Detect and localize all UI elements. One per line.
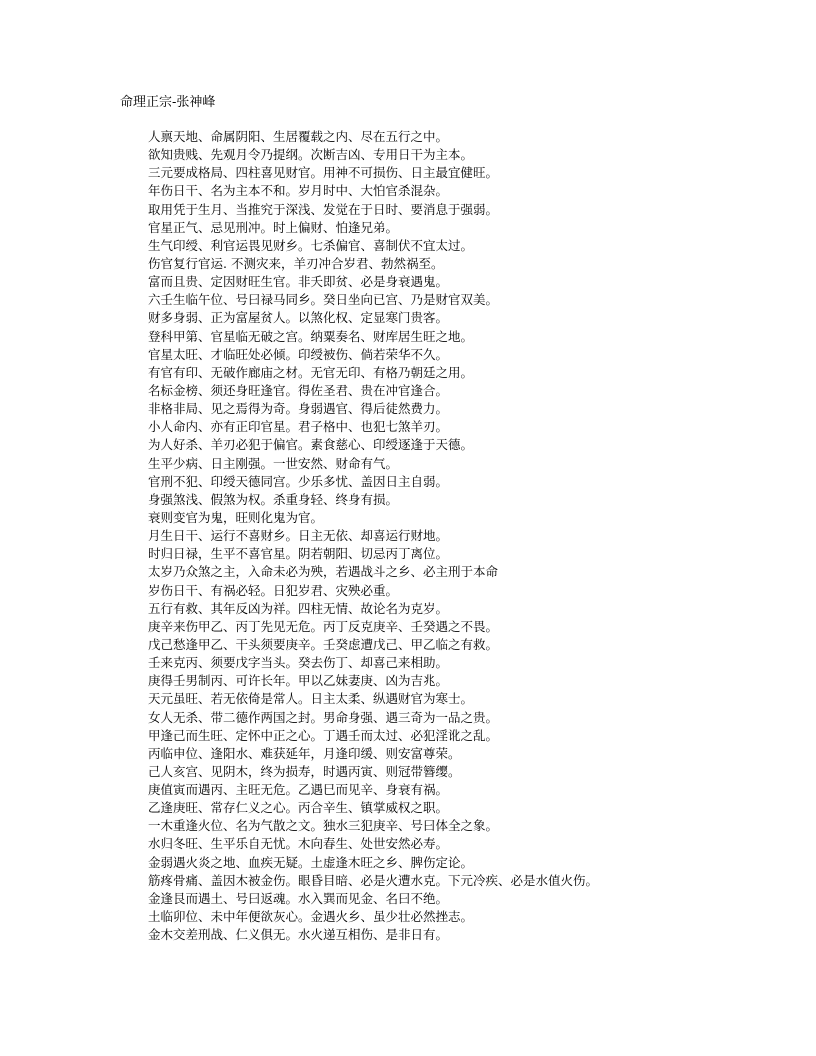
text-line: 人禀天地、命属阴阳、生居覆载之内、尽在五行之中。	[148, 129, 449, 144]
text-line: 金木交差刑战、仁义俱无。水火递互相伤、是非日有。	[148, 927, 449, 943]
text-line: 一木重逢火位、名为气散之文。独水三犯庚辛、号曰体全之象。	[148, 818, 499, 834]
text-line: 金弱遇火炎之地、血疾无疑。土虚逢木旺之乡、脾伤定论。	[148, 854, 474, 870]
text-line: 筋疼骨痛、盖因木被金伤。眼昏目暗、必是火遭水克。下元冷疾、必是水值火伤。	[148, 872, 599, 888]
text-line: 五行有救、其年反凶为祥。四柱无情、故论名为克岁。	[148, 600, 449, 616]
text-line: 身强煞浅、假煞为权。杀重身轻、终身有损。	[148, 491, 399, 507]
text-line: 取用凭于生月、当推究于深浅、发觉在于日时、要消息于强弱。	[148, 201, 499, 217]
text-line: 欲知贵贱、先观月令乃提纲。次断吉凶、专用日干为主本。	[148, 147, 474, 163]
text-line: 女人无杀、带二德作两国之封。男命身强、遇三奇为一品之贵。	[148, 709, 499, 725]
text-line: 官星太旺、才临旺处必倾。印绶被伤、倘若荣华不久。	[148, 346, 449, 362]
text-line: 登科甲第、官星临无破之宫。纳粟奏名、财库居生旺之地。	[148, 328, 474, 344]
text-line: 庚值寅而遇丙、主旺无危。乙遇巳而见辛、身衰有祸。	[148, 782, 449, 798]
text-line: 金逢艮而遇土、号曰返魂。水入巽而见金、名曰不绝。	[148, 890, 449, 906]
text-line: 官刑不犯、印绶天德同宫。少乐多忧、盖因日主自弱。	[148, 473, 449, 489]
text-line: 官星正气、忌见刑冲。时上偏财、怕逢兄弟。	[148, 219, 399, 235]
text-line: 土临卯位、未中年便欲灰心。金遇火乡、虽少壮必然挫志。	[148, 909, 474, 925]
text-line: 乙逢庚旺、常存仁义之心。丙合辛生、镇掌威权之职。	[148, 800, 449, 816]
text-line: 戊己愁逢甲乙、干头须要庚辛。壬癸虑遭戊己、甲乙临之有救。	[148, 636, 499, 652]
text-line: 生平少病、日主刚强。一世安然、财命有气。	[148, 455, 399, 471]
text-line: 丙临申位、逢阳水、难获延年，月逢印缓、则安富尊荣。	[148, 745, 461, 761]
text-line: 富而且贵、定因财旺生官。非夭即贫、必是身衰遇鬼。	[148, 274, 449, 290]
text-line: 月生日干、运行不喜财乡。日主无依、却喜运行财地。	[148, 528, 449, 544]
text-line: 名标金榜、须还身旺逢官。得佐圣君、贵在冲官逢合。	[148, 382, 449, 398]
text-line: 生气印绶、利官运畏见财乡。七杀偏官、喜制伏不宜太过。	[148, 237, 474, 253]
text-line: 小人命内、亦有正印官星。君子格中、也犯七煞羊刃。	[148, 419, 449, 435]
text-line: 非格非局、见之焉得为奇。身弱遇官、得后徒然费力。	[148, 401, 449, 417]
text-line: 年伤日干、名为主本不和。岁月时中、大怕官杀混杂。	[148, 183, 449, 199]
text-line: 天元虽旺、若无依倚是常人。日主太柔、纵遇财官为寒士。	[148, 691, 474, 707]
text-line: 财多身弱、正为富屋贫人。以煞化权、定显寒门贵客。	[148, 310, 449, 326]
text-line: 岁伤日干、有祸必轻。日犯岁君、灾殃必重。	[148, 582, 399, 598]
text-line: 衰则变官为鬼，旺则化鬼为官。	[148, 509, 324, 525]
text-line: 甲逢己而生旺、定怀中正之心。丁遇壬而太过、必犯淫讹之乱。	[148, 727, 499, 743]
text-line: 太岁乃众煞之主，入命未必为殃，若遇战斗之乡、必主刑于本命	[148, 564, 499, 580]
text-line: 有官有印、无破作廊庙之材。无官无印、有格乃朝廷之用。	[148, 364, 474, 380]
text-line: 为人好杀、羊刃必犯于偏官。素食慈心、印绶逐逢于天德。	[148, 437, 474, 453]
text-line: 庚辛来伤甲乙、丙丁先见无危。丙丁反克庚辛、壬癸遇之不畏。	[148, 618, 499, 634]
text-line: 伤官复行官运. 不测灾来，羊刃冲合岁君、勃然祸至。	[148, 255, 444, 271]
text-line: 水归冬旺、生平乐自无忧。木向春生、处世安然必寿。	[148, 836, 449, 852]
text-line: 三元要成格局、四柱喜见财官。用神不可损伤、日主最宜健旺。	[148, 165, 499, 181]
document-body	[148, 128, 788, 944]
text-line: 庚得壬男制丙、可许长年。甲以乙妹妻庚、凶为吉兆。	[148, 673, 449, 689]
text-line: 时归日禄，生平不喜官星。阴若朝阳、切忌丙丁离位。	[148, 546, 449, 562]
text-line: 六壬生临午位、号曰禄马同乡。癸日坐向已宫、乃是财官双美。	[148, 292, 499, 308]
document-title: 命理正宗-张神峰	[120, 95, 216, 110]
text-line: 壬来克丙、须要戊字当头。癸去伤丁、却喜己来相助。	[148, 655, 449, 671]
text-line: 己人亥宫、见阴木，终为损寿，时遇丙寅、则冠带簪缨。	[148, 763, 461, 779]
